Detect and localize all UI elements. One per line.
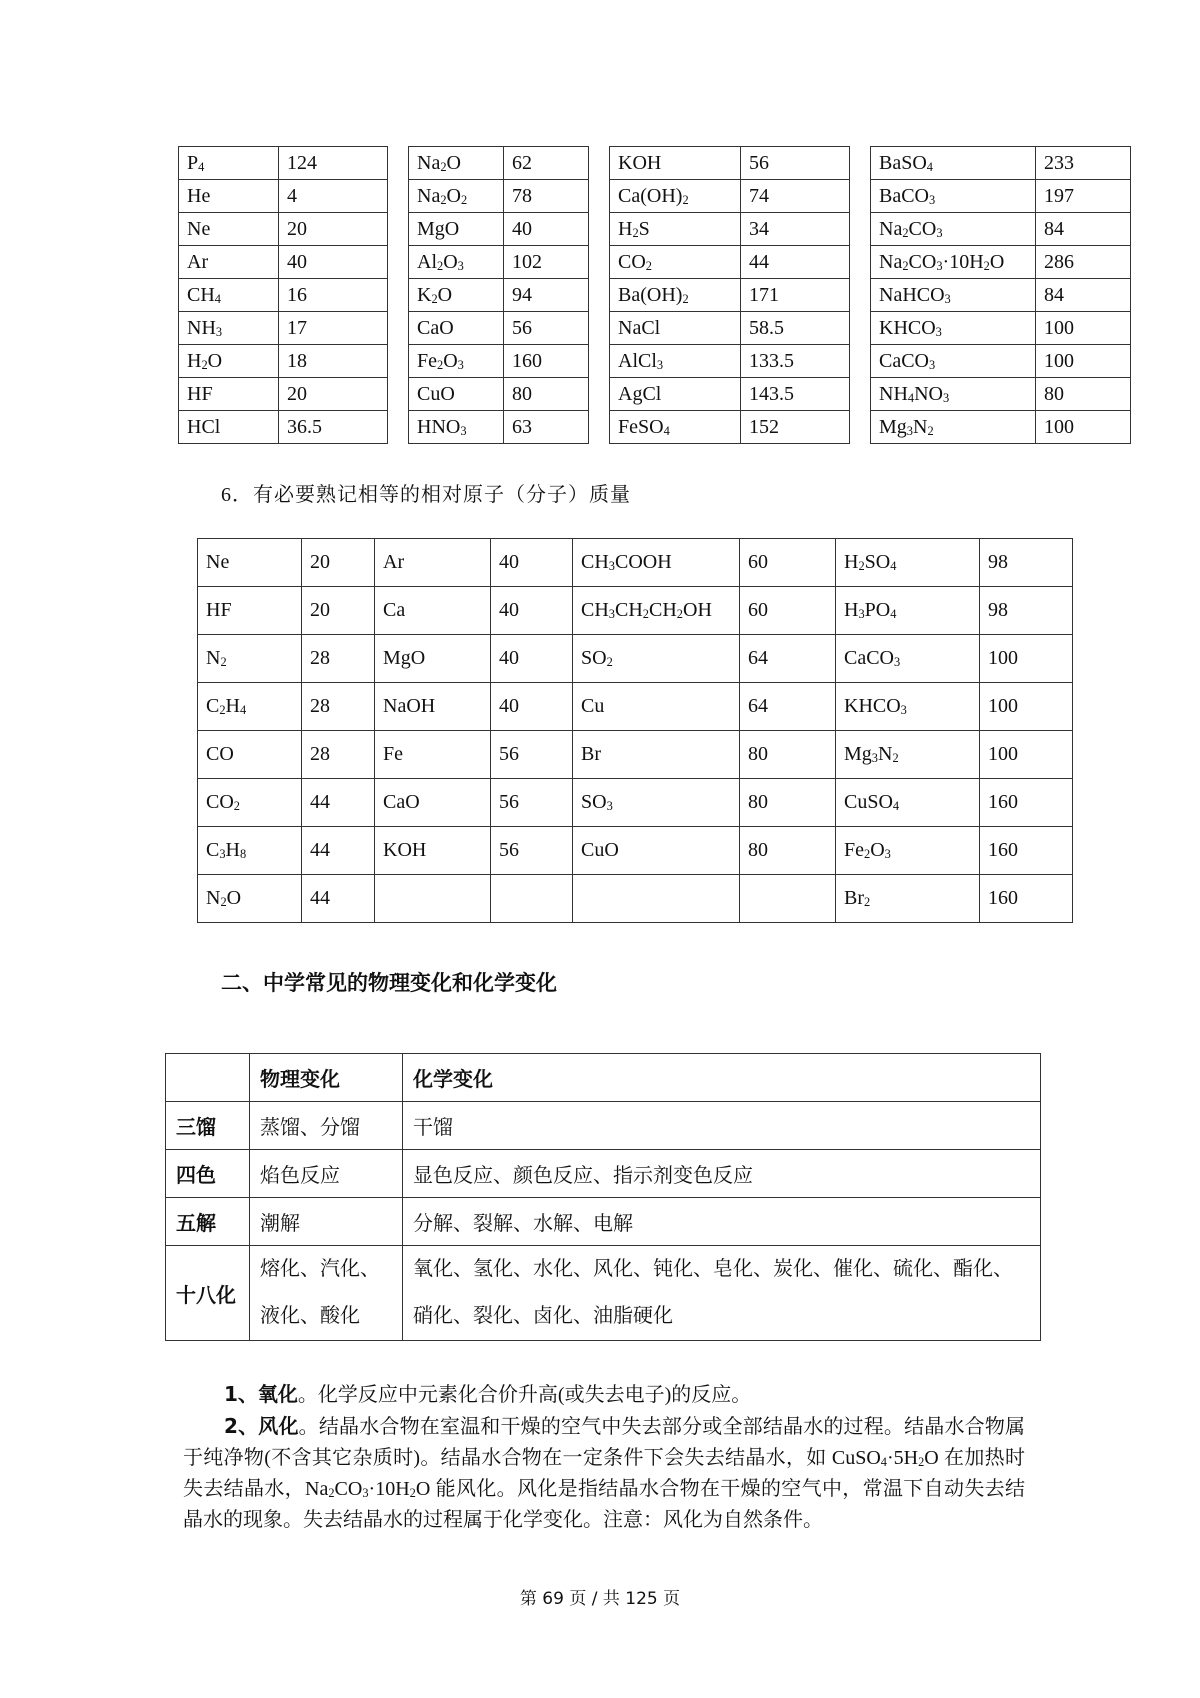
table-row	[179, 345, 1131, 378]
row-label: 三馏	[166, 1102, 250, 1150]
physical-change-cell: 蒸馏、分馏	[250, 1102, 403, 1150]
mass-cell: 64	[740, 683, 836, 731]
change-type-table	[165, 1053, 1041, 1341]
mass-cell: 44	[302, 827, 375, 875]
column-gap	[850, 378, 871, 411]
paragraph-term: 2、风化	[224, 1414, 299, 1438]
row-label: 五解	[166, 1198, 250, 1246]
table-row	[198, 539, 1073, 587]
column-gap	[388, 246, 409, 279]
formula-cell: BaSO$_4$	[871, 147, 1036, 180]
table-row	[166, 1102, 1041, 1150]
paragraph-efflorescence	[183, 1411, 1025, 1536]
column-gap	[388, 378, 409, 411]
mass-cell: 100	[1036, 345, 1131, 378]
mass-cell: 18	[279, 345, 388, 378]
mass-cell: 94	[504, 279, 589, 312]
page-footer: 第 69 页 / 共 125 页	[519, 1589, 681, 1609]
formula-cell: $Br_2$	[836, 875, 980, 923]
formula-cell: $H_2SO_4$	[836, 539, 980, 587]
mass-cell: 56	[491, 731, 573, 779]
column-gap	[850, 180, 871, 213]
mass-cell: 80	[740, 731, 836, 779]
mass-cell: 84	[1036, 213, 1131, 246]
formula-cell: $Fe_2O_3$	[409, 345, 504, 378]
column-gap	[850, 312, 871, 345]
chemical-change-cell: 显色反应、颜色反应、指示剂变色反应	[403, 1150, 1041, 1198]
formula-cell: $C_2H_4$	[198, 683, 302, 731]
mass-cell: 74	[741, 180, 850, 213]
formula-cell: $H_3PO_4$	[836, 587, 980, 635]
mass-cell: 44	[302, 779, 375, 827]
formula-cell: MgO	[375, 635, 491, 683]
mass-cell: 80	[740, 779, 836, 827]
molar-mass-table-body	[179, 147, 1131, 444]
mass-cell: 143.5	[741, 378, 850, 411]
mass-cell: 286	[1036, 246, 1131, 279]
formula-cell: HF	[179, 378, 279, 411]
mass-cell: 98	[980, 539, 1073, 587]
formula-cell: $N_2$	[198, 635, 302, 683]
formula-cell: $Ba(OH)_2$	[610, 279, 741, 312]
formula-cell: $KHCO_3$	[871, 312, 1036, 345]
formula-cell: $Fe_2O_3$	[836, 827, 980, 875]
section-6-title: 6．有必要熟记相等的相对原子（分子）质量	[221, 484, 631, 506]
formula-cell: AgCl	[610, 378, 741, 411]
column-gap	[589, 411, 610, 444]
formula-cell: Ca	[375, 587, 491, 635]
formula-cell: $C_3H_8$	[198, 827, 302, 875]
mass-cell: 78	[504, 180, 589, 213]
formula-cell: KOH	[375, 827, 491, 875]
table-row	[179, 147, 1131, 180]
formula-cell: $CH_3COOH$	[573, 539, 740, 587]
column-gap	[589, 345, 610, 378]
mass-cell: 20	[302, 539, 375, 587]
mass-cell: 160	[980, 875, 1073, 923]
formula-cell: $P_4$	[179, 147, 279, 180]
formula-cell: Ne	[198, 539, 302, 587]
formula-cell: $Na_2O_2$	[409, 180, 504, 213]
mass-cell: 100	[980, 683, 1073, 731]
formula-cell: HF	[198, 587, 302, 635]
paragraph-oxidation	[183, 1379, 1025, 1411]
physical-change-cell: 熔化、汽化、液化、酸化	[250, 1246, 403, 1341]
mass-cell: 40	[491, 587, 573, 635]
chemical-change-cell: 氧化、氢化、水化、风化、钝化、皂化、炭化、催化、硫化、酯化、硝化、裂化、卤化、油脂硬化	[403, 1246, 1041, 1341]
formula-cell: $CH_4$	[179, 279, 279, 312]
mass-cell: 233	[1036, 147, 1131, 180]
mass-cell: 34	[741, 213, 850, 246]
column-gap	[589, 246, 610, 279]
formula-cell: CaCO$_3$	[871, 345, 1036, 378]
column-gap	[850, 279, 871, 312]
table-row	[198, 827, 1073, 875]
column-gap	[589, 312, 610, 345]
mass-cell: 84	[1036, 279, 1131, 312]
mass-cell	[491, 875, 573, 923]
row-label: 四色	[166, 1150, 250, 1198]
mass-cell: 20	[279, 378, 388, 411]
formula-cell: $Ca(OH)_2$	[610, 180, 741, 213]
table-row	[198, 779, 1073, 827]
mass-cell: 4	[279, 180, 388, 213]
formula-cell: $H_2S$	[610, 213, 741, 246]
formula-cell	[375, 875, 491, 923]
formula-cell: Ar	[375, 539, 491, 587]
header-physical-change: 物理变化	[250, 1054, 403, 1102]
equal-mass-table-body	[198, 539, 1073, 923]
formula-cell: CO	[198, 731, 302, 779]
column-gap	[388, 279, 409, 312]
formula-cell: BaCO$_3$	[871, 180, 1036, 213]
formula-cell: $CO_2$	[610, 246, 741, 279]
column-gap	[850, 345, 871, 378]
header-cell-empty	[166, 1054, 250, 1102]
mass-cell: 17	[279, 312, 388, 345]
table-row	[179, 213, 1131, 246]
section-2-heading: 二、中学常见的物理变化和化学变化	[221, 971, 557, 995]
table-row	[198, 587, 1073, 635]
mass-cell: 80	[740, 827, 836, 875]
mass-cell: 56	[504, 312, 589, 345]
mass-cell: 63	[504, 411, 589, 444]
table-row	[198, 875, 1073, 923]
mass-cell: 44	[741, 246, 850, 279]
mass-cell: 98	[980, 587, 1073, 635]
formula-cell: He	[179, 180, 279, 213]
paragraph-text: 。结晶水合物在室温和干燥的空气中失去部分或全部结晶水的过程。结晶水合物属于纯净物(不含其它杂质时)。结晶水合物在一定条件下会失去结晶水，如 $CuSO_4\cdot 5H_2O$ 在加热时失去结晶水，$Na_2CO_3\cdot 10H_2O$ 能风化。风化是指结晶水合物在干燥的空气中，常温下自动失去结晶水的现象。失去结晶水的过程属于化学变化。注意：风化为自然条件。	[183, 1416, 1026, 1531]
formula-cell: CaO	[409, 312, 504, 345]
chemical-change-cell: 分解、裂解、水解、电解	[403, 1198, 1041, 1246]
column-gap	[589, 213, 610, 246]
formula-cell: $K_2O$	[409, 279, 504, 312]
formula-cell: KOH	[610, 147, 741, 180]
table-row	[198, 635, 1073, 683]
column-gap	[850, 213, 871, 246]
formula-cell: NaOH	[375, 683, 491, 731]
mass-cell: 171	[741, 279, 850, 312]
formula-cell: $H_2O$	[179, 345, 279, 378]
column-gap	[589, 147, 610, 180]
formula-cell: $Na_2CO_3\cdot 10H_2O$	[871, 246, 1036, 279]
mass-cell: 100	[1036, 312, 1131, 345]
table-row	[179, 312, 1131, 345]
formula-cell	[573, 875, 740, 923]
mass-cell: 100	[980, 731, 1073, 779]
formula-cell: Cu	[573, 683, 740, 731]
physical-change-cell: 焰色反应	[250, 1150, 403, 1198]
mass-cell: 64	[740, 635, 836, 683]
mass-cell: 60	[740, 539, 836, 587]
mass-cell: 40	[491, 539, 573, 587]
mass-cell: 100	[980, 635, 1073, 683]
mass-cell: 152	[741, 411, 850, 444]
mass-cell: 60	[740, 587, 836, 635]
mass-cell: 100	[1036, 411, 1131, 444]
mass-cell: 160	[980, 827, 1073, 875]
row-label: 十八化	[166, 1246, 250, 1341]
formula-cell: FeSO$_4$	[610, 411, 741, 444]
formula-cell: NaCl	[610, 312, 741, 345]
table-row	[198, 683, 1073, 731]
mass-cell: 102	[504, 246, 589, 279]
table-row	[166, 1246, 1041, 1341]
formula-cell: $N_2O$	[198, 875, 302, 923]
column-gap	[589, 279, 610, 312]
paragraph-term: 1、氧化	[224, 1382, 298, 1406]
mass-cell: 58.5	[741, 312, 850, 345]
formula-cell: CuSO$_4$	[836, 779, 980, 827]
formula-cell: AlCl$_3$	[610, 345, 741, 378]
formula-cell: $Al_2O_3$	[409, 246, 504, 279]
column-gap	[388, 312, 409, 345]
table-row	[179, 411, 1131, 444]
formula-cell: CuO	[409, 378, 504, 411]
formula-cell: MgO	[409, 213, 504, 246]
column-gap	[388, 213, 409, 246]
mass-cell	[740, 875, 836, 923]
mass-cell: 160	[980, 779, 1073, 827]
mass-cell: 20	[302, 587, 375, 635]
formula-cell: $NH_4NO_3$	[871, 378, 1036, 411]
column-gap	[388, 345, 409, 378]
column-gap	[589, 378, 610, 411]
chemical-change-cell: 干馏	[403, 1102, 1041, 1150]
formula-cell: $NH_3$	[179, 312, 279, 345]
column-gap	[388, 147, 409, 180]
formula-cell: Fe	[375, 731, 491, 779]
table-row	[166, 1198, 1041, 1246]
formula-cell: NaHCO$_3$	[871, 279, 1036, 312]
column-gap	[850, 246, 871, 279]
table-header-row	[166, 1054, 1041, 1102]
column-gap	[388, 180, 409, 213]
mass-cell: 28	[302, 683, 375, 731]
column-gap	[388, 411, 409, 444]
mass-cell: 36.5	[279, 411, 388, 444]
mass-cell: 40	[491, 635, 573, 683]
mass-cell: 40	[491, 683, 573, 731]
formula-cell: $CO_2$	[198, 779, 302, 827]
physical-change-cell: 潮解	[250, 1198, 403, 1246]
mass-cell: 160	[504, 345, 589, 378]
table-row	[179, 180, 1131, 213]
mass-cell: 124	[279, 147, 388, 180]
paragraph-text: 。化学反应中元素化合价升高(或失去电子)的反应。	[297, 1384, 752, 1406]
formula-cell: Ar	[179, 246, 279, 279]
table-row	[179, 378, 1131, 411]
equal-mass-table	[197, 538, 1073, 923]
formula-cell: HCl	[179, 411, 279, 444]
formula-cell: $SO_2$	[573, 635, 740, 683]
formula-cell: CuO	[573, 827, 740, 875]
formula-cell: $KHCO_3$	[836, 683, 980, 731]
formula-cell: $SO_3$	[573, 779, 740, 827]
mass-cell: 133.5	[741, 345, 850, 378]
mass-cell: 80	[504, 378, 589, 411]
mass-cell: 16	[279, 279, 388, 312]
mass-cell: 62	[504, 147, 589, 180]
header-chemical-change: 化学变化	[403, 1054, 1041, 1102]
formula-cell: $Mg_3N_2$	[871, 411, 1036, 444]
table-row	[166, 1150, 1041, 1198]
mass-cell: 20	[279, 213, 388, 246]
mass-cell: 44	[302, 875, 375, 923]
mass-cell: 197	[1036, 180, 1131, 213]
mass-cell: 28	[302, 731, 375, 779]
formula-cell: $Na_2CO_3$	[871, 213, 1036, 246]
formula-cell: $Mg_3N_2$	[836, 731, 980, 779]
mass-cell: 28	[302, 635, 375, 683]
formula-cell: $Na_2O$	[409, 147, 504, 180]
formula-cell: Ne	[179, 213, 279, 246]
mass-cell: 56	[491, 827, 573, 875]
molar-mass-table	[178, 146, 1131, 444]
formula-cell: CaCO$_3$	[836, 635, 980, 683]
mass-cell: 56	[491, 779, 573, 827]
table-row	[198, 731, 1073, 779]
column-gap	[850, 147, 871, 180]
mass-cell: 40	[279, 246, 388, 279]
column-gap	[589, 180, 610, 213]
formula-cell: $CH_3CH_2CH_2OH$	[573, 587, 740, 635]
formula-cell: Br	[573, 731, 740, 779]
mass-cell: 80	[1036, 378, 1131, 411]
mass-cell: 56	[741, 147, 850, 180]
table-row	[179, 279, 1131, 312]
column-gap	[850, 411, 871, 444]
mass-cell: 40	[504, 213, 589, 246]
formula-cell: $HNO_3$	[409, 411, 504, 444]
formula-cell: CaO	[375, 779, 491, 827]
table-row	[179, 246, 1131, 279]
